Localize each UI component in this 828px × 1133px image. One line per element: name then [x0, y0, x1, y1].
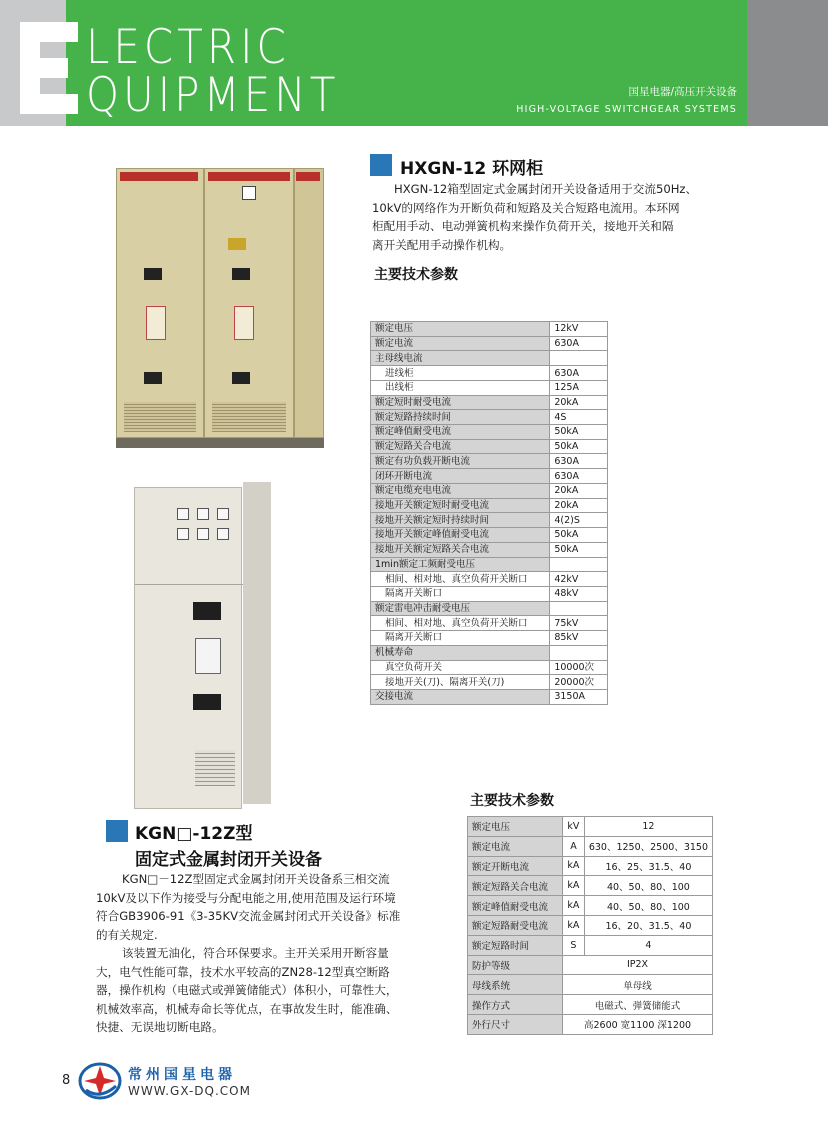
section1-description [372, 180, 732, 254]
params-row [371, 660, 608, 675]
param-unit: kA [563, 915, 585, 935]
header-logo-line2: QUIPMENT [86, 67, 340, 123]
param-label: 操作方式 [468, 995, 563, 1015]
section1-title: HXGN-12 环网柜 [400, 159, 544, 179]
param-label: 防护等级 [468, 955, 563, 975]
param-value: 42kV [550, 572, 608, 587]
param-label: 额定开断电流 [468, 856, 563, 876]
params-row [371, 689, 608, 704]
param-label: 接地开关额定短时持续时间 [371, 513, 550, 528]
param-label: 真空负荷开关 [371, 660, 550, 675]
param-unit: S [563, 935, 585, 955]
section1-params-table [370, 321, 608, 705]
param-label: 机械寿命 [371, 645, 550, 660]
params-row [468, 935, 713, 955]
param-value: 4(2)S [550, 513, 608, 528]
param-value: 40、50、80、100 [584, 876, 712, 896]
section2-title-marker [106, 820, 128, 842]
param-value: 85kV [550, 631, 608, 646]
section1-description-line: 10kV的网络作为开断负荷和短路及关合短路电流用。本环网 [372, 200, 680, 215]
section1-params-heading: 主要技术参数 [374, 267, 458, 283]
param-label: 额定峰值耐受电流 [468, 896, 563, 916]
param-label: 额定电压 [468, 817, 563, 837]
param-value: 630A [550, 336, 608, 351]
param-label: 额定电缆充电电流 [371, 483, 550, 498]
param-label: 额定电流 [468, 836, 563, 856]
param-label: 1min额定工频耐受电压 [371, 557, 550, 572]
param-unit: kA [563, 896, 585, 916]
param-value: 50kA [550, 425, 608, 440]
param-label: 相间、相对地、真空负荷开关断口 [371, 572, 550, 587]
param-value: 630A [550, 454, 608, 469]
params-row [371, 601, 608, 616]
param-label: 接地开关(刀)、隔离开关(刀) [371, 675, 550, 690]
params-row [468, 817, 713, 837]
param-label: 出线柜 [371, 380, 550, 395]
param-value: 20000次 [550, 675, 608, 690]
params-row [468, 836, 713, 856]
param-value: 3150A [550, 689, 608, 704]
param-label: 额定短路关合电流 [371, 439, 550, 454]
section1-description-line: HXGN-12箱型固定式金属封闭开关设备适用于交流50Hz、 [394, 182, 698, 196]
param-label: 额定短路持续时间 [371, 410, 550, 425]
section2-params-heading: 主要技术参数 [470, 793, 554, 809]
params-row [371, 410, 608, 425]
param-value: 电磁式、弹簧储能式 [563, 995, 713, 1015]
params-row [371, 395, 608, 410]
param-label: 相间、相对地、真空负荷开关断口 [371, 616, 550, 631]
params-row [468, 915, 713, 935]
params-row [468, 995, 713, 1015]
param-value [550, 645, 608, 660]
param-value: 20kA [550, 483, 608, 498]
section2-description-line: 的有关规定. [96, 927, 158, 942]
param-value: 10000次 [550, 660, 608, 675]
param-unit: kV [563, 817, 585, 837]
param-value: 75kV [550, 616, 608, 631]
param-label: 额定短路耐受电流 [468, 915, 563, 935]
param-value: 单母线 [563, 975, 713, 995]
section2-description-line: 该装置无油化，符合环保要求。主开关采用开断容量 [122, 946, 389, 960]
params-row [371, 675, 608, 690]
kgn12z-product-photo [134, 487, 242, 809]
param-value: 16、25、31.5、40 [584, 856, 712, 876]
param-value: 50kA [550, 542, 608, 557]
param-label: 额定短路关合电流 [468, 876, 563, 896]
param-label: 隔离开关断口 [371, 631, 550, 646]
param-value: 630A [550, 469, 608, 484]
param-label: 额定短时耐受电流 [371, 395, 550, 410]
param-value: 高2600 宽1100 深1200 [563, 1014, 713, 1034]
params-row [468, 955, 713, 975]
param-value: 4S [550, 410, 608, 425]
param-label: 额定电流 [371, 336, 550, 351]
section2-description [96, 870, 460, 1037]
param-label: 接地开关额定峰值耐受电流 [371, 528, 550, 543]
param-label: 隔离开关断口 [371, 586, 550, 601]
params-row [468, 1014, 713, 1034]
param-label: 外行尺寸 [468, 1014, 563, 1034]
params-row [371, 572, 608, 587]
company-logo-icon [76, 1060, 124, 1102]
param-label: 额定峰值耐受电流 [371, 425, 550, 440]
param-label: 母线系统 [468, 975, 563, 995]
params-row [371, 380, 608, 395]
section2-description-line: 10kV及以下作为接受与分配电能之用,使用范围及运行环境 [96, 890, 396, 905]
param-value: 125A [550, 380, 608, 395]
section1-description-line: 柜配用手动、电动弹簧机构来操作负荷开关，接地开关和隔 [372, 219, 674, 233]
params-row [371, 645, 608, 660]
header-subtitle-cn: 国星电器/高压开关设备 [628, 86, 737, 98]
param-value: 12 [584, 817, 712, 837]
params-row [371, 483, 608, 498]
param-value: 16、20、31.5、40 [584, 915, 712, 935]
params-row [371, 454, 608, 469]
params-row [468, 975, 713, 995]
param-value: 50kA [550, 528, 608, 543]
params-row [371, 513, 608, 528]
section2-description-line: 大，电气性能可靠，技术水平较高的ZN28-12型真空断路 [96, 964, 390, 979]
hxgn12-product-photo [116, 168, 326, 450]
param-value [550, 351, 608, 366]
param-unit: kA [563, 876, 585, 896]
section1-description-line: 离开关配用手动操作机构。 [372, 237, 512, 252]
header-grey-block-right [747, 0, 828, 126]
params-row [371, 557, 608, 572]
params-row [371, 425, 608, 440]
params-row [371, 528, 608, 543]
header-subtitle-en: HIGH-VOLTAGE SWITCHGEAR SYSTEMS [516, 104, 737, 115]
param-value: 4 [584, 935, 712, 955]
param-label: 接地开关额定短路关合电流 [371, 542, 550, 557]
param-value: 630A [550, 366, 608, 381]
params-row [468, 856, 713, 876]
param-value: IP2X [563, 955, 713, 975]
params-row [371, 469, 608, 484]
section2-description-line: 器，操作机构（电磁式或弹簧储能式）体积小，可靠性大， [96, 983, 398, 997]
logo-e-mark [20, 22, 78, 114]
section2-description-line: 机械效率高，机械寿命长等优点，在事故发生时，能准确、 [96, 1001, 398, 1016]
section2-params-table [467, 816, 713, 1035]
section2-title-line1: KGN□-12Z型 [135, 824, 253, 844]
param-value: 630、1250、2500、3150 [584, 836, 712, 856]
page-number: 8 [62, 1073, 71, 1088]
section2-title-line2: 固定式金属封闭开关设备 [135, 850, 322, 870]
params-row [371, 322, 608, 337]
company-website-link[interactable]: WWW.GX-DQ.COM [128, 1084, 251, 1098]
header-logo-line1: LECTRIC [86, 19, 290, 75]
params-row [371, 351, 608, 366]
param-label: 接地开关额定短时耐受电流 [371, 498, 550, 513]
param-label: 主母线电流 [371, 351, 550, 366]
param-unit: A [563, 836, 585, 856]
param-label: 闭环开断电流 [371, 469, 550, 484]
param-unit: kA [563, 856, 585, 876]
param-label: 进线柜 [371, 366, 550, 381]
params-row [371, 336, 608, 351]
param-label: 额定电压 [371, 322, 550, 337]
section2-description-line: 快捷、无误地切断电路。 [96, 1020, 224, 1034]
param-label: 额定有功负载开断电流 [371, 454, 550, 469]
params-row [371, 439, 608, 454]
params-row [371, 542, 608, 557]
company-name: 常州国星电器 [128, 1067, 236, 1083]
params-row [468, 876, 713, 896]
params-row [371, 498, 608, 513]
params-row [371, 631, 608, 646]
param-value: 40、50、80、100 [584, 896, 712, 916]
params-row [468, 896, 713, 916]
params-row [371, 366, 608, 381]
param-value: 50kA [550, 439, 608, 454]
param-value: 20kA [550, 498, 608, 513]
param-label: 额定短路时间 [468, 935, 563, 955]
params-row [371, 586, 608, 601]
params-row [371, 616, 608, 631]
param-value [550, 557, 608, 572]
param-value: 12kV [550, 322, 608, 337]
param-value [550, 601, 608, 616]
section1-title-marker [370, 154, 392, 176]
param-value: 20kA [550, 395, 608, 410]
section2-description-line: 符合GB3906-91《3-35KV交流金属封闭式开关设备》标准 [96, 909, 401, 923]
section2-description-line: KGN□－12Z型固定式金属封闭开关设备系三相交流 [122, 872, 390, 886]
param-label: 交接电流 [371, 689, 550, 704]
param-value: 48kV [550, 586, 608, 601]
param-label: 额定雷电冲击耐受电压 [371, 601, 550, 616]
